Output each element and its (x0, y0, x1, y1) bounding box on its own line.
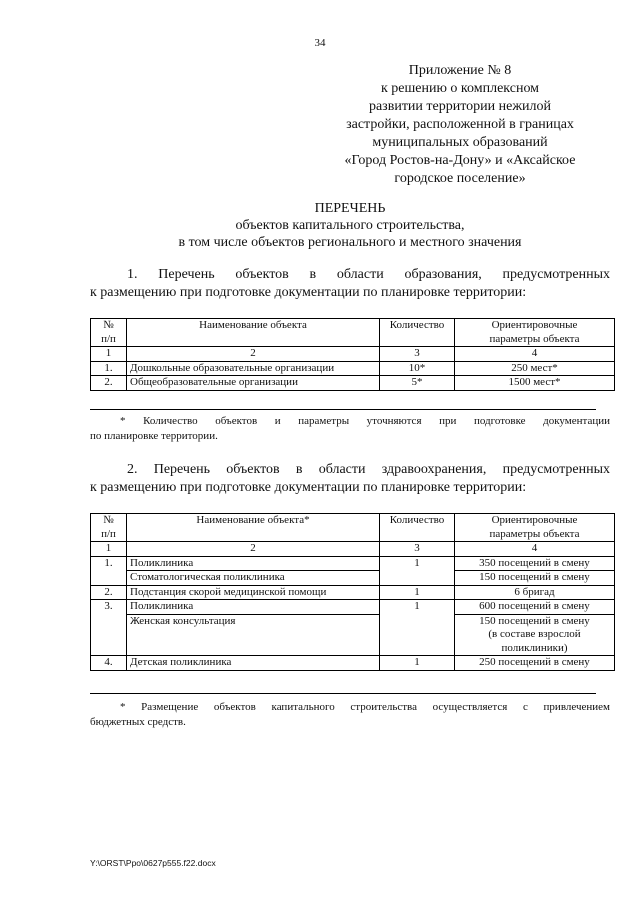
section2-heading-line2: к размещению при подготовке документации по планировке территории: (90, 480, 527, 495)
row-params: 250 посещений в смену (455, 656, 615, 671)
appendix-header (310, 62, 610, 188)
row-params: 350 посещений в смену (455, 556, 615, 571)
section2-heading (90, 461, 610, 497)
row-params: 6 бригад (455, 585, 615, 600)
title-main: ПЕРЕЧЕНЬ (314, 201, 386, 216)
footnote-divider (90, 409, 596, 410)
footnote-line: по планировке территории. (90, 430, 218, 442)
section2-footnote (90, 700, 610, 730)
appendix-line: к решению о комплексном (380, 81, 540, 96)
section1-footnote (90, 414, 610, 444)
section2-heading-line1: 2. Перечень объектов в области здравоохранения, предусмотренных (127, 462, 610, 477)
education-table (90, 318, 615, 391)
row-params: 150 посещений в смену (455, 571, 615, 586)
row-name: Женская консультация (127, 614, 380, 656)
col-header-params: Ориентировочные параметры объекта (455, 514, 615, 542)
col-number: 2 (127, 542, 380, 557)
table-row (91, 347, 615, 362)
row-name: Общеобразовательные организации (127, 376, 380, 391)
row-params: 600 посещений в смену (455, 600, 615, 615)
col-number: 3 (380, 542, 455, 557)
footnote-line: * Количество объектов и параметры уточняются при подготовке документации (120, 415, 610, 427)
appendix-line: муниципальных образований (372, 135, 548, 150)
document-title (0, 200, 640, 251)
col-header-name: Наименование объекта* (127, 514, 380, 542)
table-row (91, 600, 615, 615)
col-header-num: № п/п (91, 514, 127, 542)
table-row (91, 542, 615, 557)
row-qty: 5* (380, 376, 455, 391)
appendix-line: «Город Ростов-на-Дону» и «Аксайское (344, 153, 576, 168)
row-qty: 1 (380, 600, 455, 656)
row-name: Поликлиника (127, 600, 380, 615)
row-params: 1500 мест* (455, 376, 615, 391)
healthcare-table (90, 513, 615, 671)
row-num: 2. (91, 376, 127, 391)
title-line: объектов капитального строительства, (235, 218, 465, 233)
row-params: 250 мест* (455, 361, 615, 376)
row-num: 1. (91, 556, 127, 585)
col-header-name: Наименование объекта (127, 319, 380, 347)
col-header-num: № п/п (91, 319, 127, 347)
col-number: 2 (127, 347, 380, 362)
table-header-row (91, 514, 615, 542)
row-qty: 10* (380, 361, 455, 376)
page-number: 34 (314, 37, 326, 49)
table-row (91, 571, 615, 586)
col-header-qty: Количество (380, 514, 455, 542)
col-number: 4 (455, 542, 615, 557)
table-row (91, 361, 615, 376)
row-qty: 1 (380, 656, 455, 671)
col-number: 1 (91, 347, 127, 362)
footnote-line: * Размещение объектов капитального строительства осуществляется с привлечением (120, 701, 610, 713)
row-name: Стоматологическая поликлиника (127, 571, 380, 586)
table-row (91, 656, 615, 671)
title-line: в том числе объектов регионального и местного значения (178, 235, 522, 250)
appendix-line: застройки, расположенной в границах (346, 117, 574, 132)
col-header-params: Ориентировочные параметры объекта (455, 319, 615, 347)
footnote-divider (90, 693, 596, 694)
row-name: Подстанция скорой медицинской помощи (127, 585, 380, 600)
table-header-row (91, 319, 615, 347)
col-number: 3 (380, 347, 455, 362)
row-qty: 1 (380, 556, 455, 585)
col-number: 1 (91, 542, 127, 557)
row-num: 2. (91, 585, 127, 600)
row-num: 4. (91, 656, 127, 671)
col-header-qty: Количество (380, 319, 455, 347)
row-name: Детская поликлиника (127, 656, 380, 671)
appendix-line: развитии территории нежилой (368, 99, 552, 114)
table-row (91, 556, 615, 571)
appendix-line: городское поселение» (394, 171, 526, 186)
row-name: Дошкольные образовательные организации (127, 361, 380, 376)
row-num: 3. (91, 600, 127, 656)
table-row (91, 585, 615, 600)
row-name: Поликлиника (127, 556, 380, 571)
appendix-line: Приложение № 8 (408, 63, 512, 78)
table-row (91, 376, 615, 391)
file-path-footer: Y:\ORST\Ppo\0627p555.f22.docx (90, 858, 216, 868)
row-num: 1. (91, 361, 127, 376)
row-params: 150 посещений в смену (в составе взрослой поликлиники) (455, 614, 615, 656)
section1-heading-line1: 1. Перечень объектов в области образования, предусмотренных (127, 267, 610, 282)
footnote-line: бюджетных средств. (90, 716, 186, 728)
table-row (91, 614, 615, 656)
col-number: 4 (455, 347, 615, 362)
section1-heading (90, 266, 610, 302)
section1-heading-line2: к размещению при подготовке документации по планировке территории: (90, 285, 527, 300)
row-qty: 1 (380, 585, 455, 600)
